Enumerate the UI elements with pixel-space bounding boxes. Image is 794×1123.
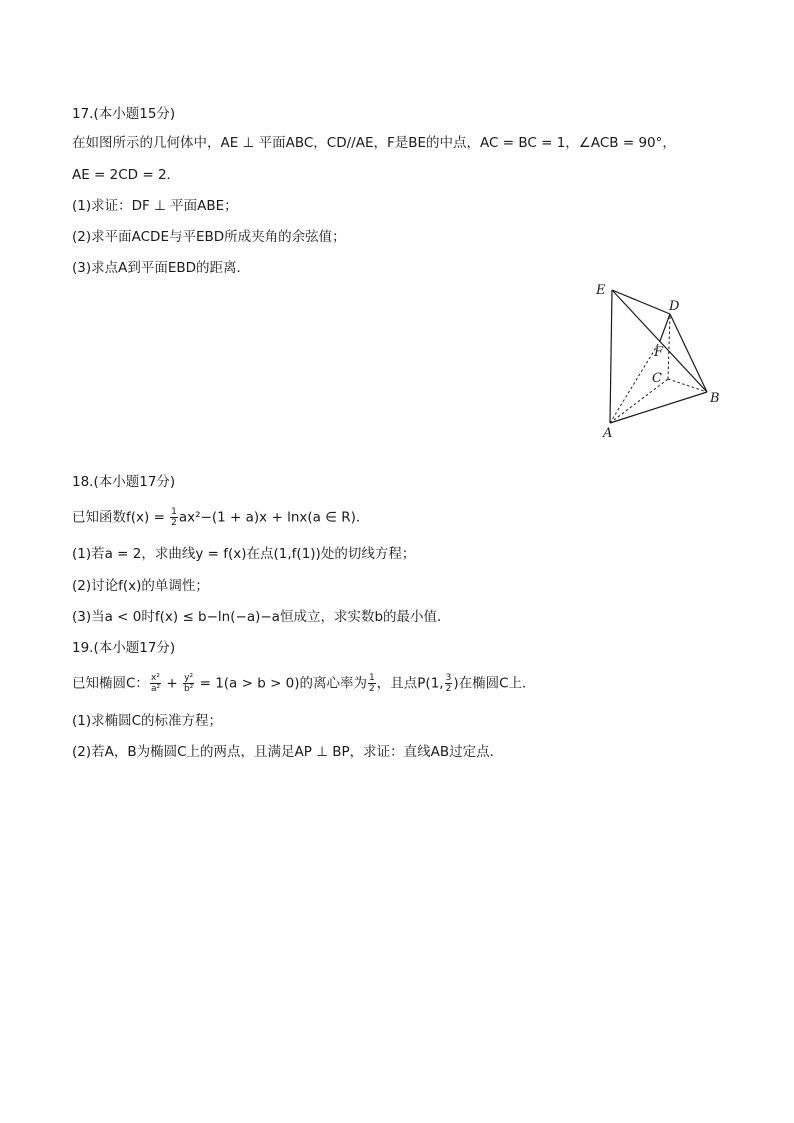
q19-stem — [72, 673, 536, 694]
q18-stem-pre: 已知函数f(x) = — [72, 509, 170, 526]
edge-DB — [670, 314, 707, 392]
q17-part1: (1)求证：DF ⊥ 平面ABE； — [72, 198, 238, 214]
q17-part2: (2)求平面ACDE与平EBD所成夹角的余弦值； — [72, 229, 346, 245]
q19-frac-x — [150, 673, 161, 694]
q18-part3: (3)当a < 0时f(x) ≤ b−ln(−a)−a恒成立，求实数b的最小值． — [72, 609, 451, 625]
edge-EA — [610, 290, 612, 423]
frac-denominator: 2 — [369, 684, 375, 694]
q18-stem-post: ax²−(1 + a)x + lnx(a ∈ R)． — [178, 509, 370, 526]
q18-part1: (1)若a = 2，求曲线y = f(x)在点(1,f(1))处的切线方程； — [72, 546, 416, 562]
q19-part1: (1)求椭圆C的标准方程； — [72, 713, 223, 729]
geometry-figure — [590, 278, 730, 444]
q19-frac-ecc — [368, 673, 376, 694]
label-D: D — [669, 299, 680, 314]
q19-stem-mid: = 1(a > b > 0)的离心率为 — [195, 675, 368, 692]
frac-denominator: a² — [150, 684, 161, 694]
edge-CD — [668, 314, 670, 379]
q19-header: 19.(本小题17分) — [72, 640, 176, 656]
q18-fraction — [170, 507, 178, 528]
q19-stem-mid2: ，且点P(1, — [376, 675, 444, 692]
q18-stem — [72, 507, 369, 528]
q19-frac-point — [445, 673, 453, 694]
label-C: C — [652, 371, 662, 386]
frac-denominator: b² — [183, 684, 194, 694]
q19-part2: (2)若A，B为椭圆C上的两点，且满足AP ⊥ BP，求证：直线AB过定点． — [72, 744, 504, 760]
q18-part2: (2)讨论f(x)的单调性； — [72, 578, 209, 594]
q17-part3: (3)求点A到平面EBD的距离． — [72, 260, 251, 276]
frac-numerator: y² — [184, 673, 194, 683]
label-E: E — [596, 283, 606, 298]
edge-AB — [610, 392, 707, 423]
frac-numerator: 1 — [369, 673, 375, 683]
frac-numerator: 1 — [171, 507, 177, 517]
edge-DF — [660, 314, 670, 341]
q18-header: 18.(本小题17分) — [72, 474, 176, 490]
frac-denominator: 2 — [171, 518, 177, 528]
q17-stem-line2: AE = 2CD = 2． — [72, 167, 181, 183]
q17-header: 17.(本小题15分) — [72, 106, 176, 122]
label-A: A — [603, 426, 613, 441]
q19-stem-post: )在椭圆C上． — [453, 675, 536, 692]
q19-plus: + — [162, 675, 182, 692]
frac-numerator: 3 — [445, 673, 452, 683]
edge-ED — [612, 290, 670, 314]
q19-frac-y — [183, 673, 194, 694]
q19-stem-pre: 已知椭圆C： — [72, 675, 149, 692]
frac-numerator: x² — [151, 673, 160, 683]
q17-stem-line1: 在如图所示的几何体中，AE ⊥ 平面ABC，CD//AE，F是BE的中点，AC = BC = 1，∠ACB = 90°， — [72, 135, 676, 151]
frac-denominator: 2 — [445, 684, 452, 694]
label-F: F — [654, 345, 664, 360]
label-B: B — [710, 391, 720, 406]
